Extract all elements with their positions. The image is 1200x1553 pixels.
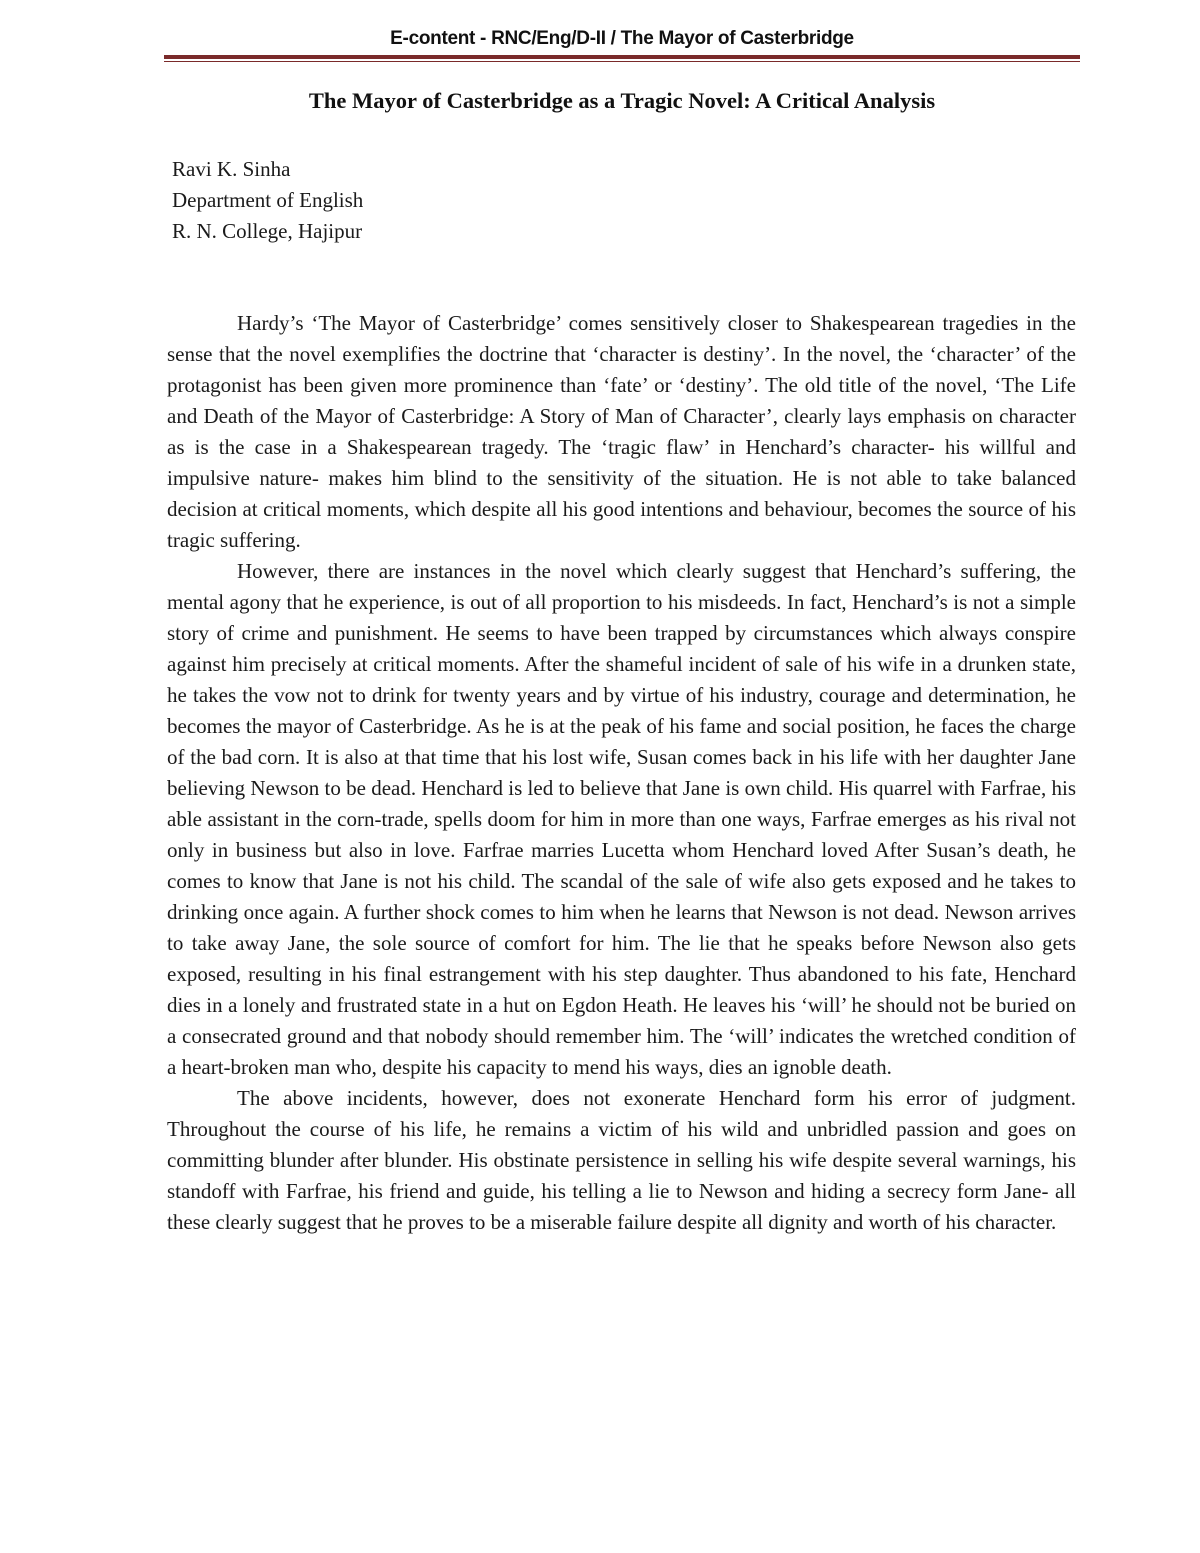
author-block xyxy=(172,154,363,247)
header-rule xyxy=(164,55,1080,59)
article-body xyxy=(167,308,1076,1238)
paragraph-1: Hardy’s ‘The Mayor of Casterbridge’ comes sensitively closer to Shakespearean tragedies in the sense that the novel exemplifies the doctrine that ‘character is destiny’. In the novel, the ‘character’ of the protagonist has been given more prominence than ‘fate’ or ‘destiny’. The old title of the novel, ‘The Life and Death of the Mayor of Casterbridge: A Story of Man of Character’, clearly lays emphasis on character as is the case in a Shakespearean tragedy. The ‘tragic flaw’ in Henchard’s character- his willful and impulsive nature- makes him blind to the sensitivity of the situation. He is not able to take balanced decision at critical moments, which despite all his good intentions and behaviour, becomes the source of his tragic suffering. xyxy=(167,311,1076,552)
running-header: E-content - RNC/Eng/D-II / The Mayor of Casterbridge xyxy=(390,28,854,49)
paragraph-3: The above incidents, however, does not exonerate Henchard form his error of judgment. Throughout the course of his life, he remains a victim of his wild and unbridled passion and goes on committing blunder after blunder. His obstinate persistence in selling his wife despite several warnings, his standoff with Farfrae, his friend and guide, his telling a lie to Newson and hiding a secrecy form Jane- all these clearly suggest that he proves to be a miserable failure despite all dignity and worth of his character. xyxy=(167,1086,1076,1234)
paragraph-2: However, there are instances in the novel which clearly suggest that Henchard’s suffering, the mental agony that he experience, is out of all proportion to his misdeeds. In fact, Henchard’s is not a simple story of crime and punishment. He seems to have been trapped by circumstances which always conspire against him precisely at critical moments. After the shameful incident of sale of his wife in a drunken state, he takes the vow not to drink for twenty years and by virtue of his industry, courage and determination, he becomes the mayor of Casterbridge. As he is at the peak of his fame and social position, he faces the charge of the bad corn. It is also at that time that his lost wife, Susan comes back in his life with her daughter Jane believing Newson to be dead. Henchard is led to believe that Jane is own child. His quarrel with Farfrae, his able assistant in the corn-trade, spells doom for him in more than one ways, Farfrae emerges as his rival not only in business but also in love. Farfrae marries Lucetta whom Henchard loved After Susan’s death, he comes to know that Jane is not his child. The scandal of the sale of wife also gets exposed and he takes to drinking once again. A further shock comes to him when he learns that Newson is not dead. Newson arrives to take away Jane, the sole source of comfort for him. The lie that he speaks before Newson also gets exposed, resulting in his final estrangement with his step daughter. Thus abandoned to his fate, Henchard dies in a lonely and frustrated state in a hut on Egdon Heath. He leaves his ‘will’ he should not be buried on a consecrated ground and that nobody should remember him. The ‘will’ indicates the wretched condition of a heart-broken man who, despite his capacity to mend his ways, dies an ignoble death. xyxy=(167,559,1076,1079)
document-title: The Mayor of Casterbridge as a Tragic Novel: A Critical Analysis xyxy=(308,88,936,113)
author-name: Ravi K. Sinha xyxy=(172,157,291,181)
author-institution: R. N. College, Hajipur xyxy=(172,219,363,243)
header-rule-thin xyxy=(164,61,1080,62)
author-department: Department of English xyxy=(172,188,364,212)
